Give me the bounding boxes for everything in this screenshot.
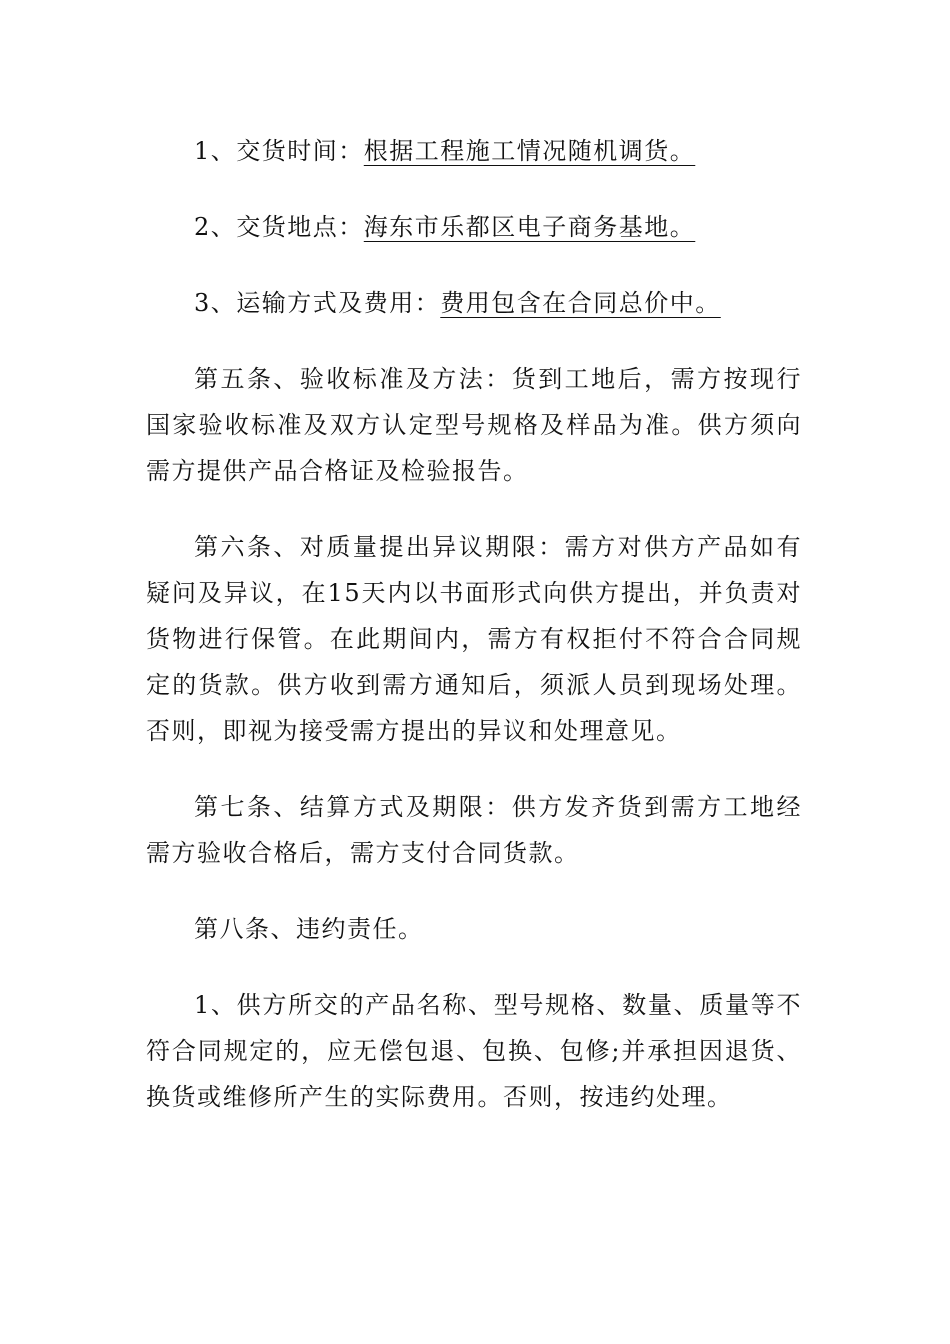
transport-clause bbox=[146, 280, 802, 326]
article-6-quality-objection: 第六条、对质量提出异议期限：需方对供方产品如有疑问及异议，在15天内以书面形式向供方提出，并负责对货物进行保管。在此期间内，需方有权拒付不符合合同规定的货款。供方收到需方通知后，须派人员到现场处理。否则，即视为接受需方提出的异议和处理意见。 bbox=[146, 533, 802, 745]
document-body bbox=[146, 128, 802, 1150]
delivery-place-value: 海东市乐都区电子商务基地。 bbox=[363, 213, 696, 241]
delivery-place-label: 2、交货地点： bbox=[194, 213, 364, 241]
article-8-item-1: 1、供方所交的产品名称、型号规格、数量、质量等不符合同规定的，应无偿包退、包换、包修;并承担因退货、换货或维修所产生的实际费用。否则，按违约处理。 bbox=[146, 991, 802, 1111]
article-5-acceptance: 第五条、验收标准及方法：货到工地后，需方按现行国家验收标准及双方认定型号规格及样品为准。供方须向需方提供产品合格证及检验报告。 bbox=[146, 365, 802, 485]
delivery-time-clause bbox=[146, 128, 802, 174]
article-7-settlement: 第七条、结算方式及期限：供方发齐货到需方工地经需方验收合格后，需方支付合同货款。 bbox=[146, 793, 802, 867]
delivery-time-label: 1、交货时间： bbox=[194, 137, 364, 165]
transport-value: 费用包含在合同总价中。 bbox=[440, 289, 721, 317]
transport-label: 3、运输方式及费用： bbox=[194, 289, 441, 317]
delivery-time-value: 根据工程施工情况随机调货。 bbox=[363, 137, 696, 165]
article-8-title: 第八条、违约责任。 bbox=[194, 915, 424, 943]
delivery-place-clause bbox=[146, 204, 802, 250]
